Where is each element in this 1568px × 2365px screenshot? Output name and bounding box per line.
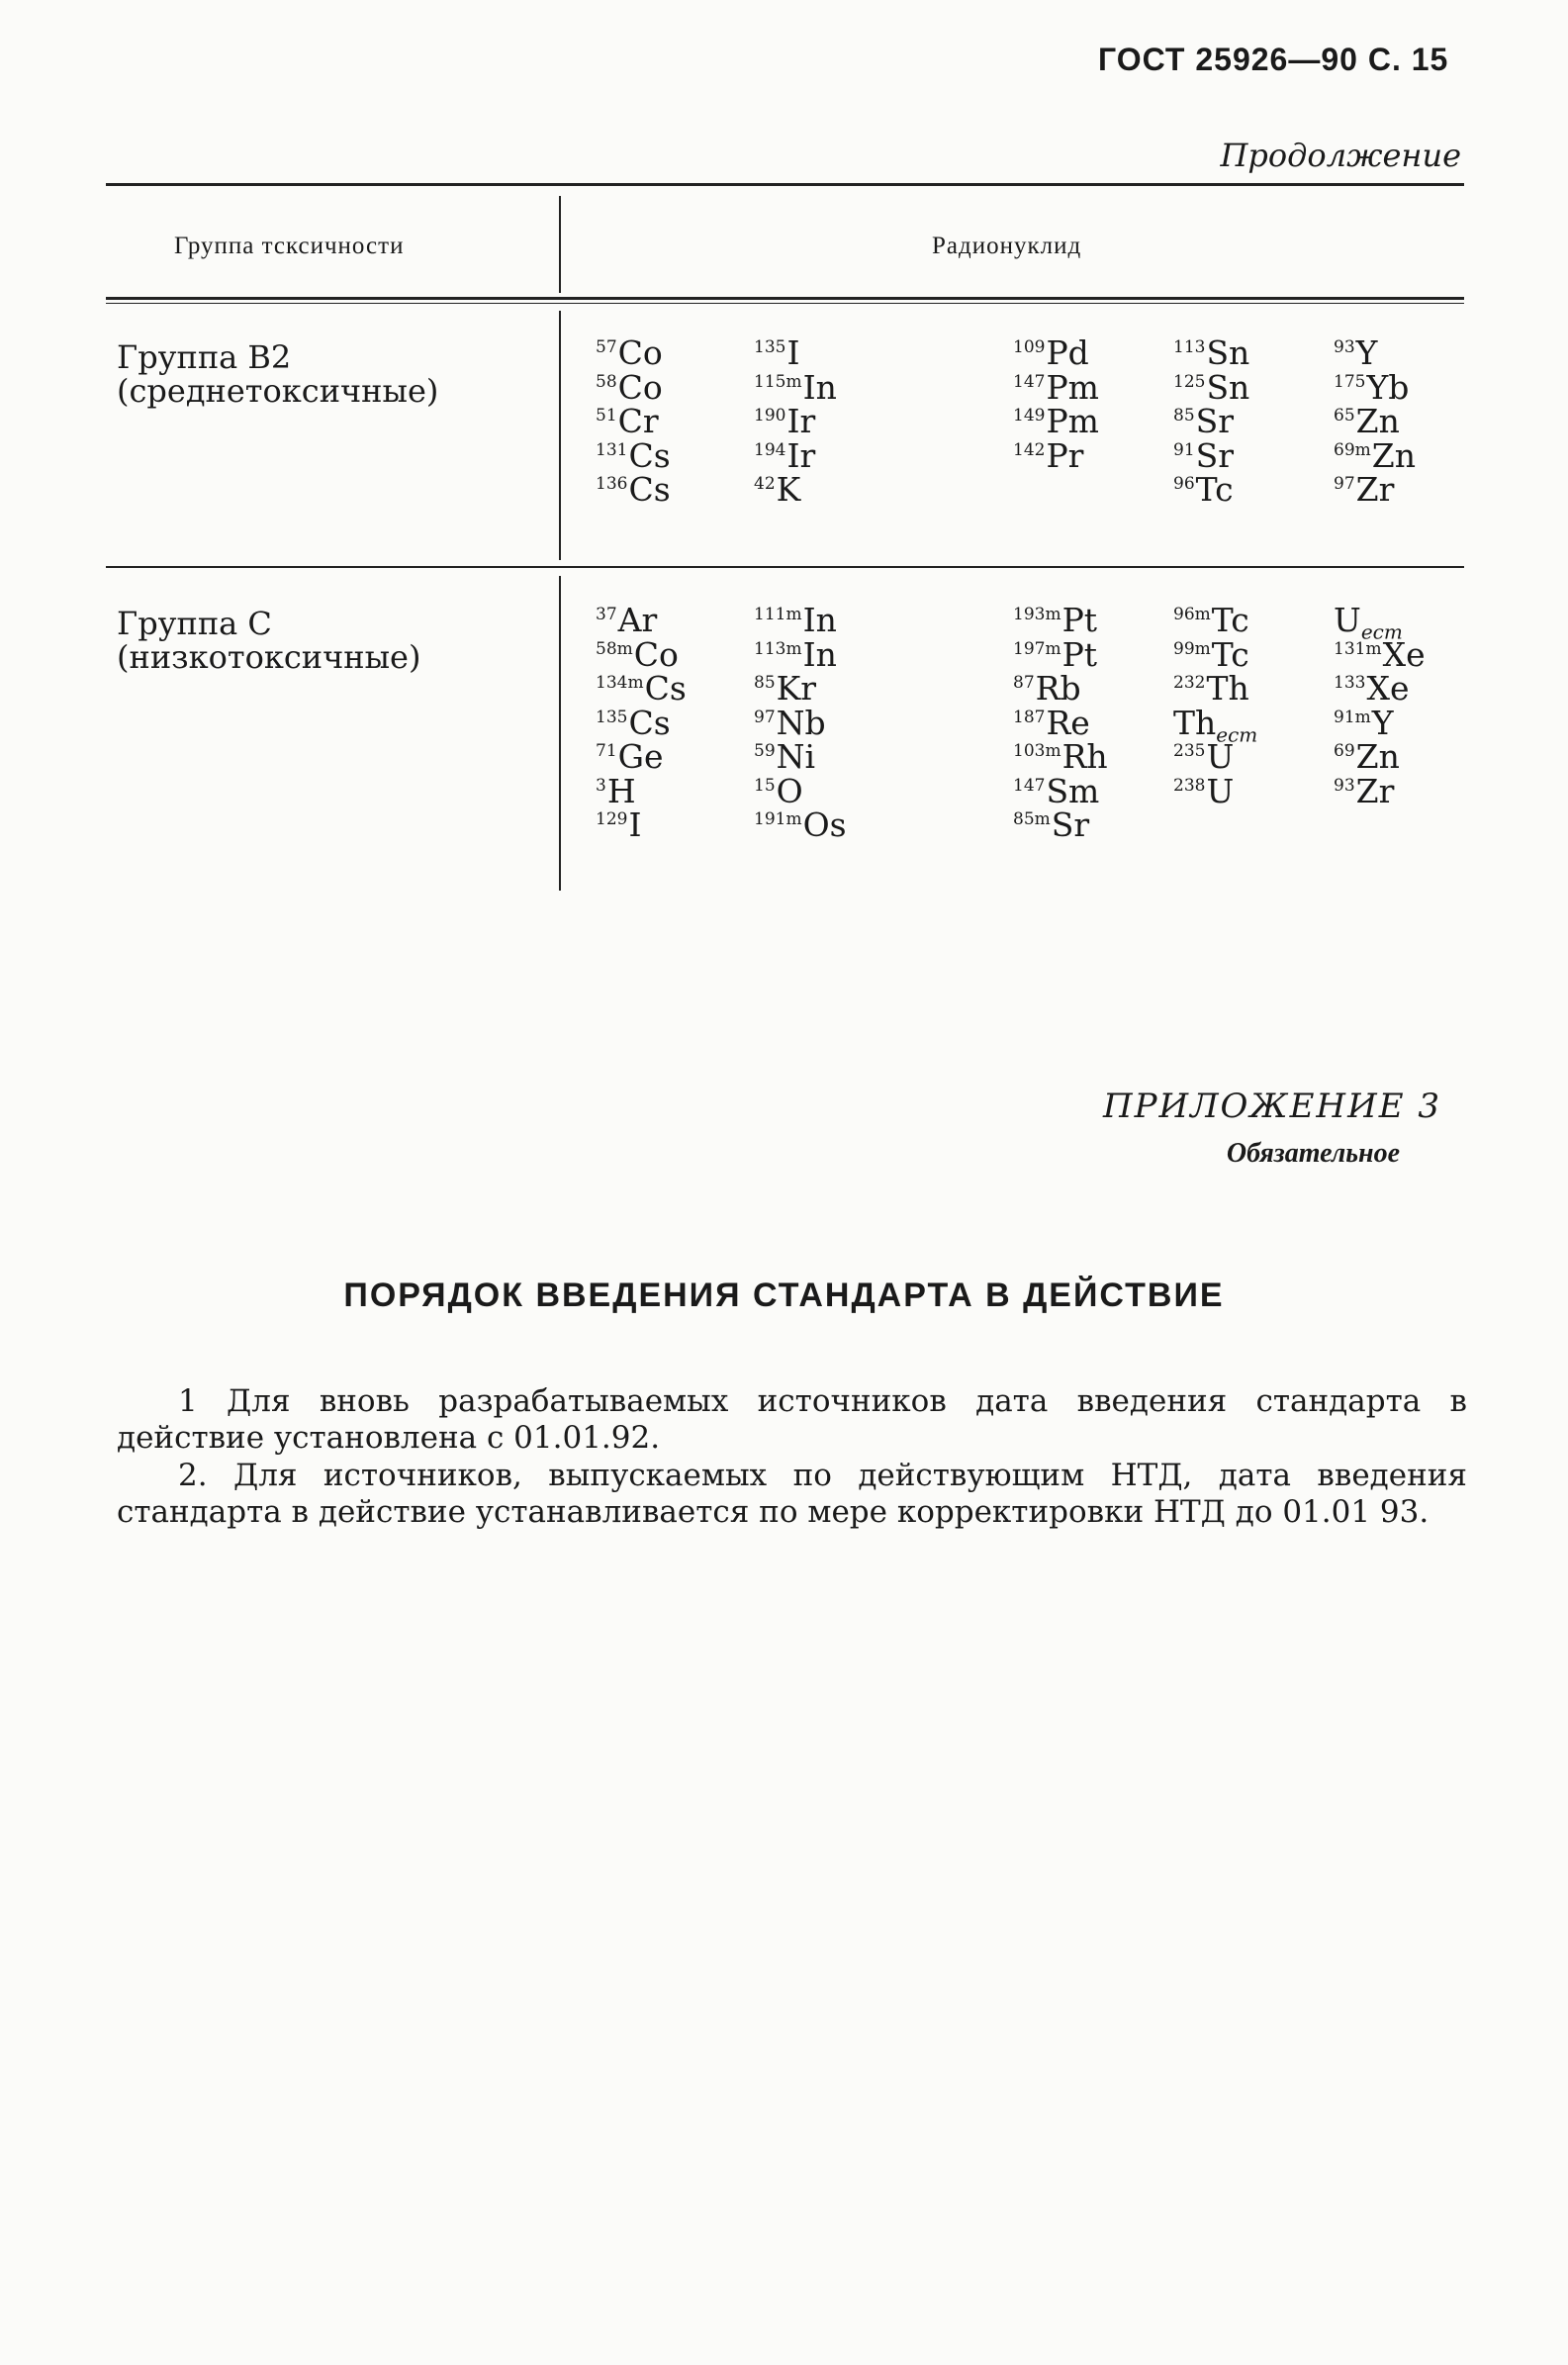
nuclide: $^{99m}$Tc [1173,634,1249,674]
nuclide: $^{96m}$Tc [1173,601,1249,639]
appendix-status: Обязательное [1226,1138,1400,1169]
nuclide: $^{129}$I [596,805,642,844]
nuclide: $^{235}$U [1173,737,1235,776]
nuclide: $^3$H [596,771,636,810]
column-divider [559,196,561,293]
nuclide: $^{134m}$Cs [596,669,687,708]
nuclide: $^{51}$Cr [596,402,659,440]
group-divider-rule [106,566,1464,568]
nuclide: $^{175}$Yb [1334,367,1410,407]
nuclide: $^{191m}$Os [754,805,847,844]
nuclide: $^{65}$Zn [1334,402,1400,440]
nuclide: $^{131m}$Xe [1334,634,1426,674]
nuclide: $^{133}$Xe [1334,669,1410,708]
nuclide: $^{69m}$Zn [1334,435,1416,475]
section-title: ПОРЯДОК ВВЕДЕНИЯ СТАНДАРТА В ДЕЙСТВИЕ [343,1277,1225,1314]
nuclide: $^{37}$Ar [596,601,658,639]
group-name: Группа С [117,605,272,642]
group-description: (среднетоксичные) [117,372,439,410]
nuclide: $^{85m}$Sr [1013,805,1090,844]
nuclide: $^{15}$O [754,771,803,810]
nuclide: $^{93}$Zr [1334,771,1395,810]
nuclide: $^{97}$Nb [754,703,826,742]
nuclide: $^{111m}$In [754,601,837,639]
nuclide: $^{115m}$In [754,367,837,407]
nuclide: $^{193m}$Pt [1013,601,1098,639]
nuclide: $^{57}$Co [596,333,663,372]
nuclide: $^{147}$Pm [1013,367,1099,407]
nuclide: $^{97}$Zr [1334,470,1395,509]
nuclide: $^{149}$Pm [1013,402,1099,440]
nuclide: $^{91m}$Y [1334,703,1394,742]
paragraph-1: 1 Для вновь разрабатываемых источников дата введения стандарта в действие установлена с 01.01.92. [117,1383,1467,1456]
nuclide: $^{187}$Re [1013,703,1090,742]
column-header-radionuclide: Радионуклид [932,233,1082,259]
nuclide: $^{42}$K [754,470,801,509]
nuclide: $^{58}$Co [596,367,663,407]
nuclide: $^{131}$Cs [596,435,671,475]
nuclide: $^{113}$Sn [1173,333,1250,372]
nuclide: $^{103m}$Rh [1013,737,1108,776]
table-header-rule-2 [106,303,1464,304]
nuclide: $^{85}$Kr [754,669,817,708]
paragraph-2: 2. Для источников, выпускаемых по действующим НТД, дата введения стандарта в действие устанавливается по мере корректировки НТД до 01.01 93. [117,1458,1467,1530]
nuclide: $^{147}$Sm [1013,771,1100,810]
table-header-rule [106,297,1464,300]
nuclide: $^{142}$Pr [1013,435,1084,475]
nuclide: $^{93}$Y [1334,333,1378,372]
nuclide: $^{91}$Sr [1173,435,1235,475]
nuclide: $^{135}$I [754,333,800,372]
nuclide: $^{194}$Ir [754,435,816,475]
document-header: ГОСТ 25926—90 С. 15 [1098,42,1449,77]
column-header-toxicity-group: Группа тсксичности [174,233,405,259]
table-top-rule [106,183,1464,186]
nuclide: $^{58m}$Co [596,634,679,674]
nuclide: $^{59}$Ni [754,737,816,776]
nuclide: $^{238}$U [1173,771,1235,810]
group-description: (низкотоксичные) [117,638,421,676]
nuclide: $^{125}$Sn [1173,367,1250,407]
nuclide: $^{96}$Tc [1173,470,1234,509]
nuclide: $^{135}$Cs [596,703,671,742]
nuclide: $^{113m}$In [754,634,837,674]
nuclide: $^{69}$Zn [1334,737,1400,776]
column-divider [559,311,561,560]
appendix-label: ПРИЛОЖЕНИЕ 3 [1102,1087,1441,1126]
nuclide: $^{87}$Rb [1013,669,1081,708]
nuclide: $^{136}$Cs [596,470,671,509]
nuclide: $^{109}$Pd [1013,333,1089,372]
column-divider [559,576,561,891]
nuclide: $^{232}$Th [1173,669,1249,708]
nuclide: $^{71}$Ge [596,737,664,776]
nuclide: $Th_{ecm}$ [1173,703,1258,747]
nuclide: $^{85}$Sr [1173,402,1235,440]
group-name: Группа В2 [117,338,292,376]
nuclide: $^{197m}$Pt [1013,634,1098,674]
continuation-label: Продолжение [1220,137,1461,174]
nuclide: $U_{ecm}$ [1334,601,1403,644]
nuclide: $^{190}$Ir [754,402,816,440]
